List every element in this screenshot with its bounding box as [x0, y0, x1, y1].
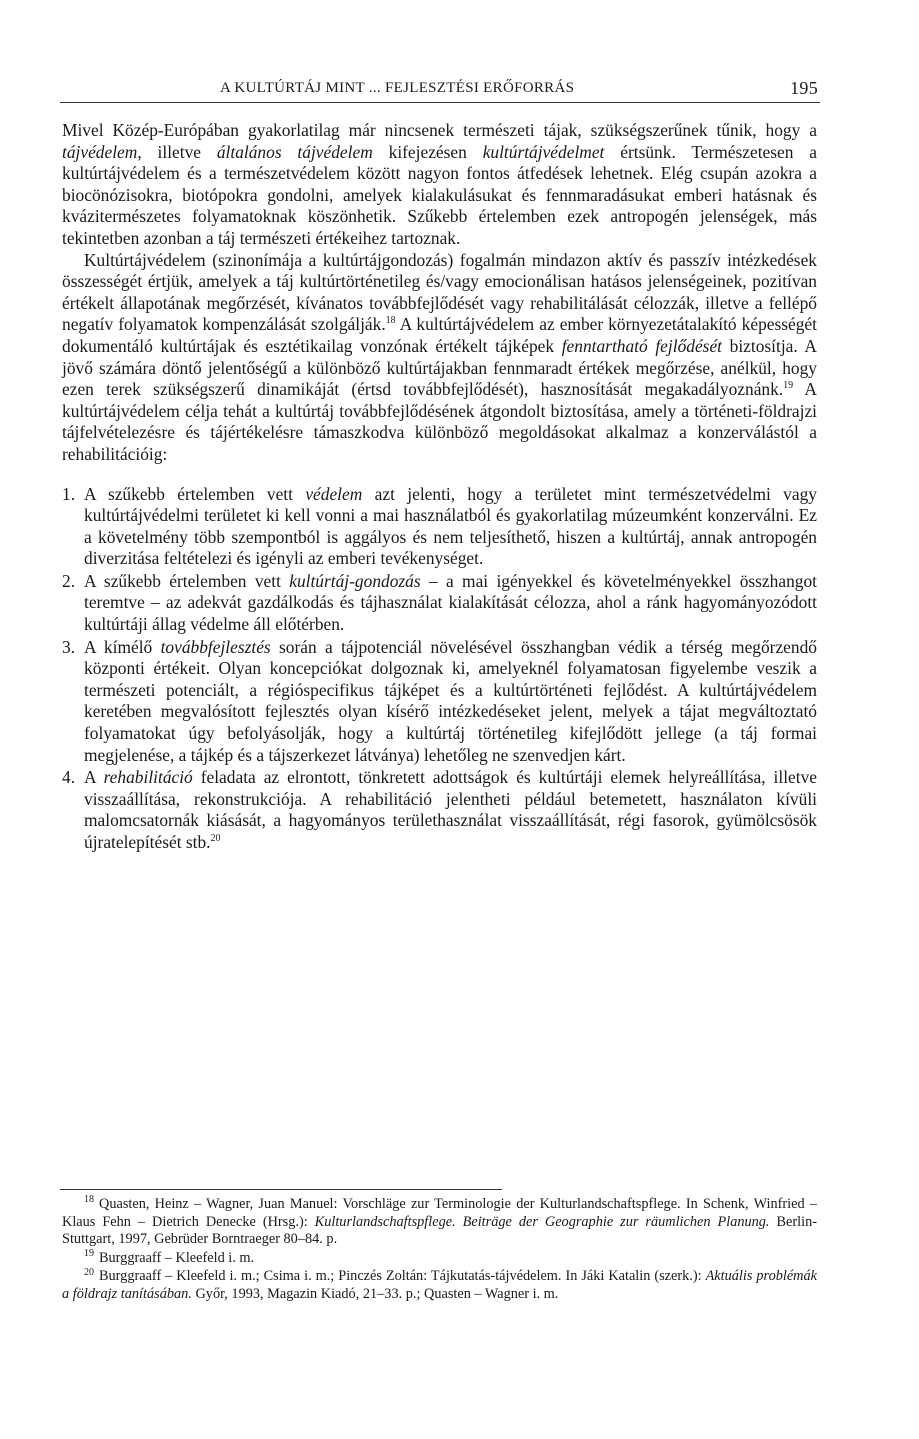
footnote-ref: 18 [385, 315, 396, 327]
text-run: Kultúrtájvédelem (szinonímája a kultúrtájgondozás) fogalmán mindazon aktív és passzív intézkedések összességét értjük, amelyek a táj kultúrtörténetileg és/vagy emocionálisan hatásos jelenségeinek, pozitívan értékelt állapotának megőrzését, kívánatos továbbfejlődését vagy rehabilitálását célozzák, illetve a fellépő negatív folyamatok kompenzálását szolgálják. [62, 249, 817, 335]
paragraph-2 [62, 250, 817, 466]
text-run: A kultúrtájvédelem az ember környezetátalakító képességét dokumentáló kultúrtájak és esztétikailag vonzónak értékelt tájképek [62, 314, 817, 356]
list-number: 2. [62, 570, 76, 591]
list-number: 3. [62, 636, 76, 657]
italic-term: tájvédelem, [62, 141, 142, 162]
text-run: A [84, 767, 104, 788]
footnote-18 [62, 1196, 817, 1249]
text-run: – a mai igényekkel és követelményekkel összhangot teremtve – az adekvát gazdálkodás és tájhasználat kialakítását célozza, ahol a ránk hagyományozódott kultúrtáji állag védelme áll előtérben. [84, 570, 817, 635]
text-run: kifejezésen [372, 141, 483, 162]
italic-term: fenntartható fejlődését [561, 335, 722, 356]
text-run: A kímélő [84, 636, 161, 657]
text-run: Burggraaff – Kleefeld i. m. [99, 1249, 255, 1266]
text-run: értsünk. Természetesen a kultúrtájvédelem és a természetvédelem között nagyon fontos átfedések lehetnek. Elég csupán azokra a biocönózisokra, biotópokra gondolni, amelyek kialakulásukat és fennmaradásukat emberi hatásnak és kvázitermészetes folyamatoknak köszönhetik. Szűkebb értelemben ezek antropogén jelenségek, más tekintetben azonban a táj természeti értékeihez tartoznak. [62, 141, 818, 248]
text-run: A szűkebb értelemben vett [84, 570, 290, 591]
numbered-list [62, 484, 817, 854]
footnote-number: 20 [84, 1266, 94, 1278]
footnote-number: 19 [84, 1248, 94, 1260]
footnote-20 [62, 1268, 817, 1303]
text-run: Berlin-Stuttgart, 1997, Gebrüder Borntraeger 80–84. p. [62, 1213, 817, 1248]
list-item [62, 637, 817, 767]
text-run: során a tájpotenciál növelésével összhangban védik a térség megőrzendő központi értékeit. Olyan koncepciókat dolgoznak ki, amelyeknél folyamatosan figyelembe veszik a természeti potenciált, a régióspecifikus tájképet és a kultúrtörténeti fejlődést. A kultúrtájvédelem keretében megvalósított fejlesztés olyan kísérő intézkedéseket jelent, melyek a tájat megváltoztató folyamatokat úgy befolyásolják, hogy a kultúrtáj történetileg kifejlődött jellege (a táj formai megjelenése, a tájkép és a tájszerkezet látványa) lehetőleg ne szenvedjen kárt. [84, 636, 817, 765]
italic-term: védelem [305, 483, 363, 504]
text-run: A szűkebb értelemben vett [84, 483, 306, 504]
text-run: illetve [141, 141, 217, 162]
text-run: Burggraaff – Kleefeld i. m.; Csima i. m.; Pinczés Zoltán: Tájkutatás-tájvédelem. In Jáki Katalin (szerk.): [99, 1268, 706, 1285]
italic-title: Aktuális problémák a földrajz tanításában. [62, 1268, 817, 1302]
footnotes [62, 1196, 817, 1305]
italic-term: általános tájvédelem [216, 141, 373, 162]
list-number: 1. [62, 483, 76, 504]
italic-term: továbbfejlesztés [160, 636, 271, 657]
footnote-ref: 20 [210, 833, 221, 845]
italic-term: kultúrtáj-gondozás [289, 570, 421, 591]
footnote-separator [60, 1189, 502, 1190]
text-run: Mivel Közép-Európában gyakorlatilag már nincsenek természeti tájak, szükségszerűnek tűnik, hogy a [62, 120, 817, 140]
page-number: 195 [790, 78, 818, 98]
footnote-19 [62, 1250, 817, 1268]
text-run: feladata az elrontott, tönkretett adottságok és kultúrtáji elemek helyreállítása, illetve visszaállítása, rekonstrukciója. A rehabilitáció jelentheti például betemetett, használaton kívüli malomcsatornák kiásását, a hagyományos területhasználat visszaállítását, régi fasorok, gyümölcsösök újratelepítését stb. [84, 767, 817, 852]
text-run: Quasten, Heinz – Wagner, Juan Manuel: Vorschläge zur Terminologie der Kulturlandschaftspflege. In Schenk, Winfried – Klaus Fehn – Dietrich Denecke (Hrsg.): [62, 1196, 817, 1230]
italic-title: Kulturlandschaftspflege. Beiträge der Geographie zur räumlichen Planung. [314, 1213, 770, 1230]
list-item [62, 571, 817, 636]
italic-term: kultúrtájvédelmet [482, 141, 605, 162]
list-item [62, 767, 817, 853]
text-run: azt jelenti, hogy a területet mint természetvédelmi vagy kultúrtájvédelmi területet ki kell vonni a mai használatból és gyakorlatilag múzeumként konzerválni. Ez a követelmény több szempontból is aggályos és nem teljesíthető, hiszen a kultúrtáj, annak antropogén diverzitása feltételezi és igényli az emberi tevékenységet. [84, 483, 817, 569]
footnote-number: 18 [84, 1194, 94, 1206]
running-header [60, 78, 820, 103]
text-run: Győr, 1993, Magazin Kiadó, 21–33. p.; Quasten – Wagner i. m. [191, 1285, 559, 1302]
italic-term: rehabilitáció [103, 767, 193, 788]
main-text [62, 120, 817, 855]
list-item [62, 484, 817, 570]
list-number: 4. [62, 767, 76, 788]
text-run: biztosítja. A jövő számára döntő jelentőségű a különböző kultúrtájakban fennmaradt értékek megőrzése, anélkül, hogy ezen terek szükségszerű dinamikáját (értsd továbbfejlődését), hasznosítását megakadályoznánk. [62, 335, 817, 400]
footnote-ref: 19 [783, 380, 794, 392]
paragraph-1 [62, 120, 817, 250]
running-title: A KULTÚRTÁJ MINT ... FEJLESZTÉSI ERŐFORRÁS [220, 80, 575, 96]
text-run: A kultúrtájvédelem célja tehát a kultúrtáj továbbfejlődésének átgondolt biztosítása, amely a történeti-földrajzi tájfelvételezésre és tájértékelésre támaszkodva különböző megoldásokat alkalmaz a konzerválástól a rehabilitációig: [62, 379, 817, 464]
